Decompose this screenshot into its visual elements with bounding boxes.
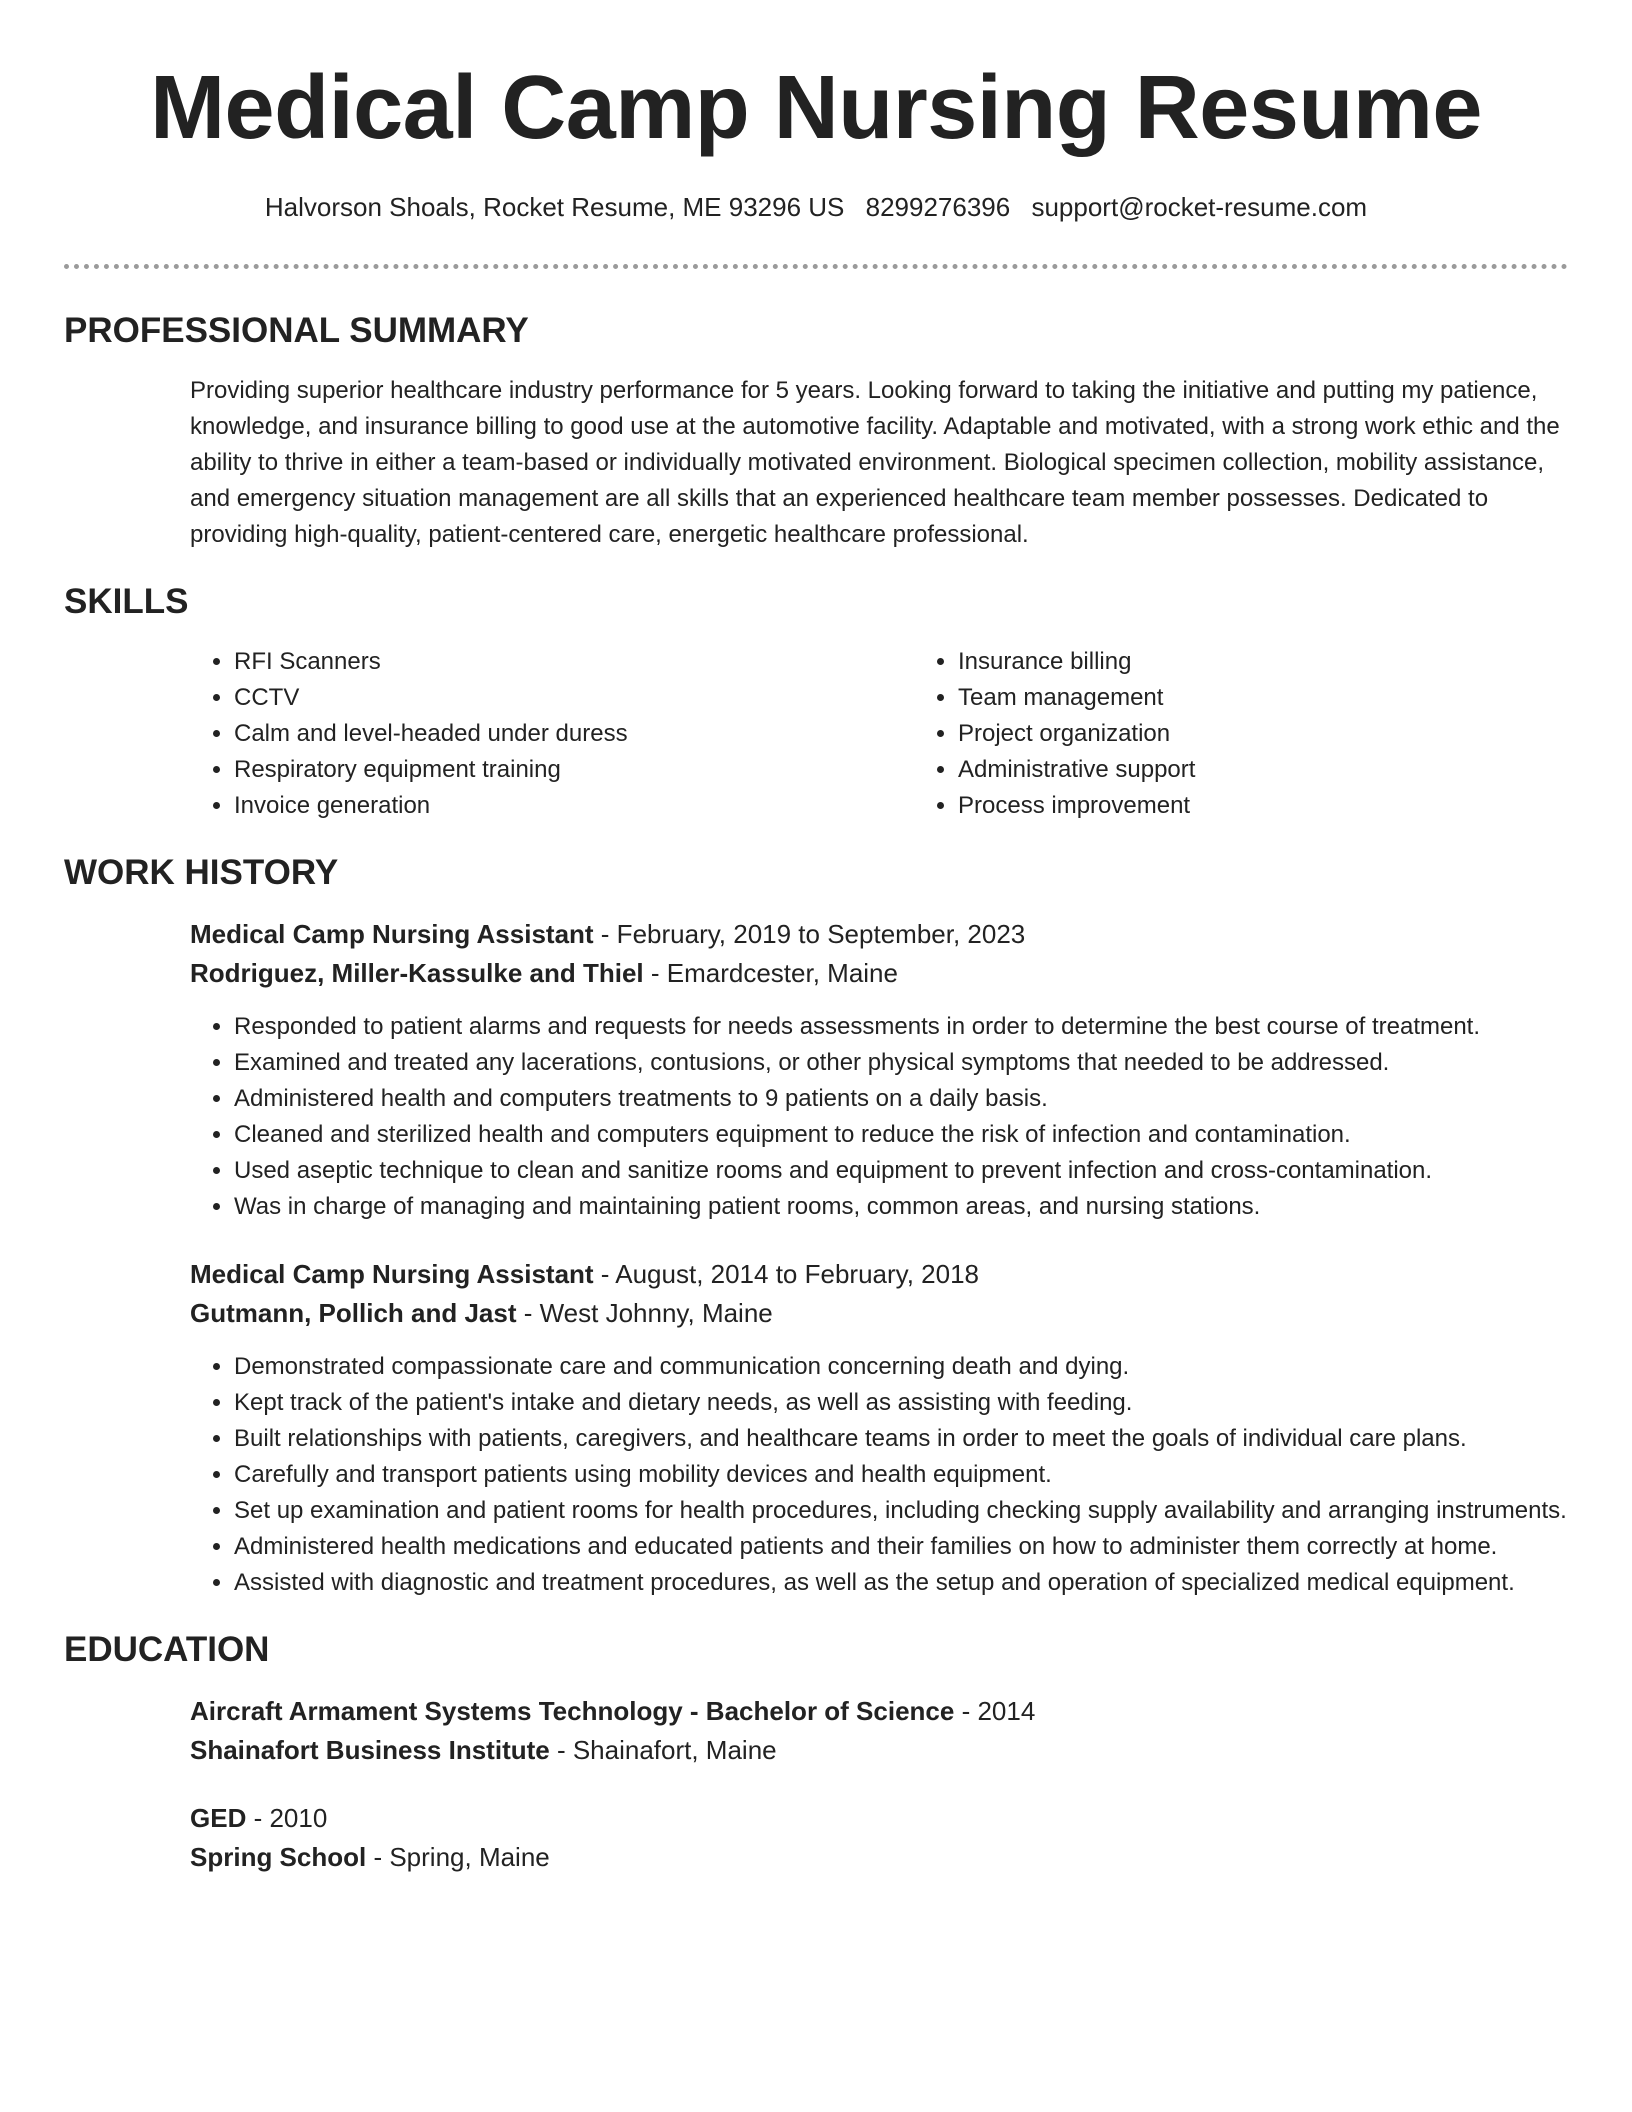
job-bullet: • Administered health and computers treatments to 9 patients on a daily basis. [234,1081,1568,1117]
job-bullet: • Administered health medications and educated patients and their families on how to administer them correctly at home. [234,1529,1568,1565]
school-location: - Spring, Maine [366,1842,550,1872]
skill-item: • Team management [958,680,1632,716]
job-role: Medical Camp Nursing Assistant [190,1259,594,1289]
skills-section [64,580,1568,824]
skill-item: • Invoice generation [234,788,914,824]
work-history-heading: WORK HISTORY [64,853,339,892]
work-history-section [64,851,1568,1601]
degree-year: - 2010 [246,1803,328,1833]
education-entry [190,1799,1568,1877]
job-bullets [190,1349,1568,1601]
school-name: Spring School [190,1842,367,1872]
skills-columns [190,644,1568,824]
skill-item: • Respiratory equipment training [234,752,914,788]
contact-address: Halvorson Shoals, Rocket Resume, ME 93296 US [264,192,845,222]
job-company-line [190,1294,1568,1333]
summary-text: Providing superior healthcare industry performance for 5 years. Looking forward to taking the initiative and putting my patience, knowledge, and insurance billing to good use at the automotive facility. Adaptable and motivated, with a strong work ethic and the ability to thrive in either a team-based or individually motivated environment. Biological specimen collection, mobility assistance, and emergency situation management are all skills that an experienced healthcare team member possesses. Dedicated to providing high-quality, patient-centered care, energetic healthcare professional. [190,377,1560,548]
job-title-line [190,915,1568,954]
job-bullets [190,1009,1568,1225]
summary-heading: PROFESSIONAL SUMMARY [64,311,529,350]
job-bullet: • Used aseptic technique to clean and sanitize rooms and equipment to prevent infection and cross-contamination. [234,1153,1568,1189]
skills-list-right [914,644,1632,824]
degree-name: Aircraft Armament Systems Technology - Bachelor of Science [190,1696,955,1726]
job-bullet: • Demonstrated compassionate care and communication concerning death and dying. [234,1349,1568,1385]
job-bullet: • Cleaned and sterilized health and computers equipment to reduce the risk of infection and contamination. [234,1117,1568,1153]
skills-list-left [190,644,914,824]
job-entry [190,1255,1568,1601]
resume-name: Medical Camp Nursing Resume [150,58,1482,158]
skill-item: • Administrative support [958,752,1632,788]
job-dates: - August, 2014 to February, 2018 [593,1259,980,1289]
skill-item: • Insurance billing [958,644,1632,680]
contact-phone: 8299276396 [865,192,1011,222]
degree-line [190,1692,1568,1731]
skill-item: • Process improvement [958,788,1632,824]
job-bullet: • Kept track of the patient's intake and dietary needs, as well as assisting with feeding. [234,1385,1568,1421]
job-bullet: • Responded to patient alarms and requests for needs assessments in order to determine the best course of treatment. [234,1009,1568,1045]
job-bullet: • Assisted with diagnostic and treatment procedures, as well as the setup and operation of specialized medical equipment. [234,1565,1568,1601]
degree-name: GED [190,1803,247,1833]
education-entry [190,1692,1568,1770]
header-divider [64,264,1568,269]
school-name: Shainafort Business Institute [190,1735,550,1765]
job-title-line [190,1255,1568,1294]
degree-line [190,1799,1568,1838]
school-line [190,1838,1568,1877]
job-company-line [190,954,1568,993]
job-bullet: • Examined and treated any lacerations, contusions, or other physical symptoms that needed to be addressed. [234,1045,1568,1081]
job-location: - Emardcester, Maine [643,958,898,988]
job-bullet: • Carefully and transport patients using mobility devices and health equipment. [234,1457,1568,1493]
contact-line [64,190,1568,224]
job-bullet: • Built relationships with patients, caregivers, and healthcare teams in order to meet the goals of individual care plans. [234,1421,1568,1457]
job-dates: - February, 2019 to September, 2023 [593,919,1026,949]
skill-item: • RFI Scanners [234,644,914,680]
job-company: Gutmann, Pollich and Jast [190,1298,517,1328]
job-location: - West Johnny, Maine [516,1298,773,1328]
skills-heading: SKILLS [64,582,189,621]
job-role: Medical Camp Nursing Assistant [190,919,594,949]
skill-item: • Project organization [958,716,1632,752]
school-line [190,1731,1568,1770]
education-section [64,1628,1568,1877]
job-bullet: • Was in charge of managing and maintaining patient rooms, common areas, and nursing stations. [234,1189,1568,1225]
job-bullet: • Set up examination and patient rooms for health procedures, including checking supply availability and arranging instruments. [234,1493,1568,1529]
skill-item: • Calm and level-headed under duress [234,716,914,752]
school-location: - Shainafort, Maine [549,1735,777,1765]
job-entry [190,915,1568,1225]
degree-year: - 2014 [954,1696,1036,1726]
summary-section [64,309,1568,553]
skill-item: • CCTV [234,680,914,716]
education-heading: EDUCATION [64,1630,270,1669]
contact-email: support@rocket-resume.com [1031,192,1368,222]
job-company: Rodriguez, Miller-Kassulke and Thiel [190,958,644,988]
